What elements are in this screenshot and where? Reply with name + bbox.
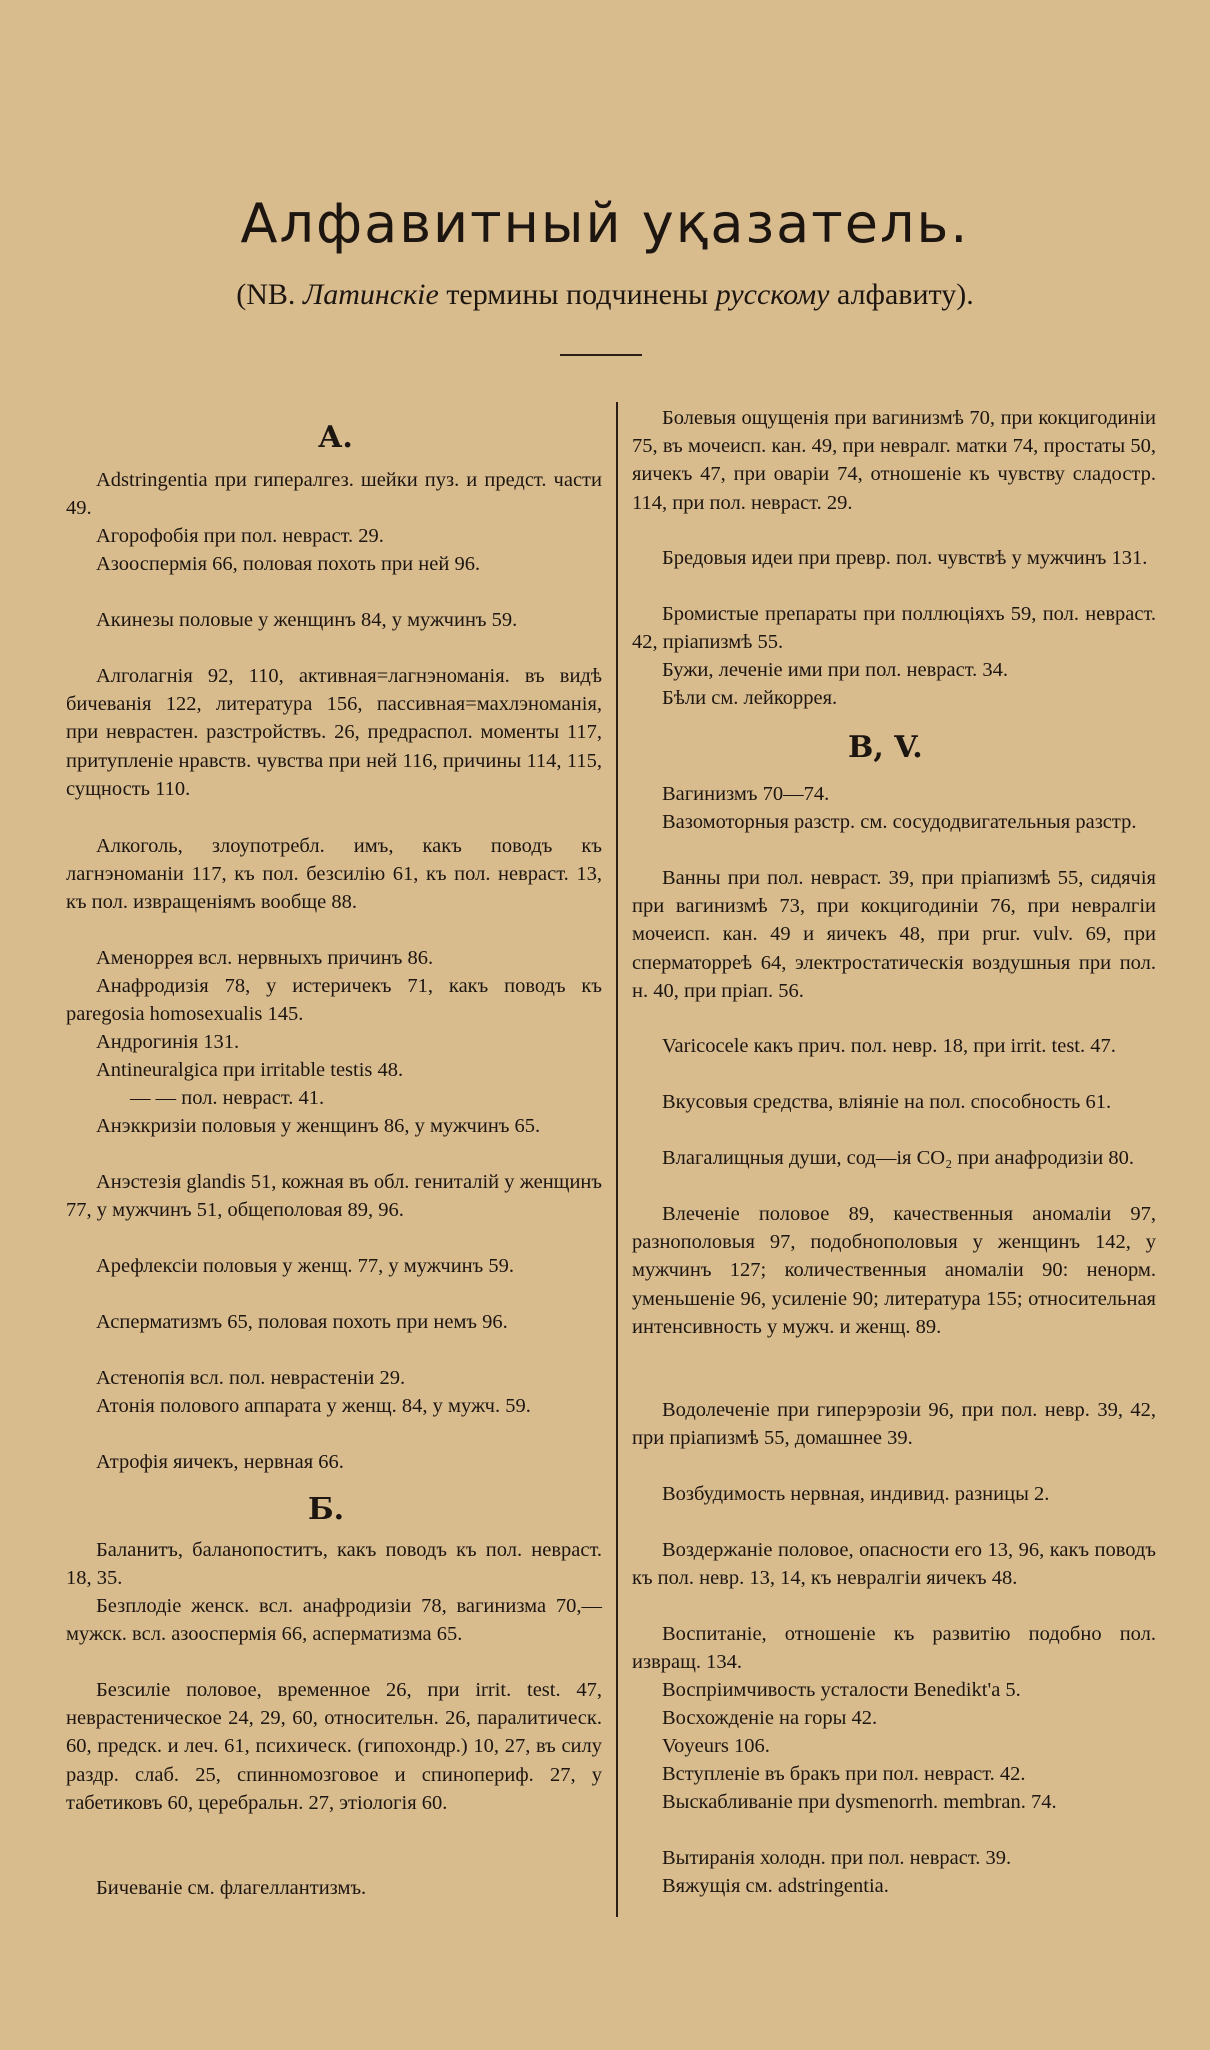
section-letter-v: В, V. [848,730,923,765]
index-entry: Бичеваніе см. флагеллантизмъ. [96,1877,367,1899]
section-letter-a: А. [318,420,353,455]
index-entry: Алкоголь, злоупотребл. имъ, какъ поводъ къ лагнэноманіи 117, къ пол. безсилію 61, къ пол. невраст. 13, къ пол. извращеніямъ вообще 88. [66,835,602,914]
index-entry: Вкусовыя средства, вліяніе на пол. способность 61. [662,1091,1112,1113]
subtitle-open: (NB. [236,278,296,311]
index-entry: Андрогинія 131. [96,1031,240,1053]
index-entry: Анэккризіи половыя у женщинъ 86, у мужчинъ 65. [96,1115,541,1137]
index-entry: Вытиранія холодн. при пол. неврaст. 39. [662,1847,1012,1869]
index-entry: Влагалищныя души, сод—ія CO₂ при анафродизіи 80. [662,1147,1134,1169]
index-entry: Вагинизмъ 70—74. [662,783,830,805]
index-entry: Асперматизмъ 65, половая похоть при немъ 96. [96,1311,508,1333]
index-entry: Восхожденіе на горы 42. [662,1707,878,1729]
index-entry: Болевыя ощущенія при вагинизмѣ 70, при кокцигодиніи 75, въ мочеисп. кан. 49, при невралг. матки 74, простаты 50, яичекъ 47, при оваріи 74, отношеніе къ чувству сладостр. 114, при пол. неврaст. 29. [632,407,1156,514]
index-entry: Бѣли см. лейкоррея. [662,687,838,709]
page-title: Алфавитный уқазатель. [240,192,970,255]
index-entry: Безсиліе половое, временное 26, при irrit. test. 47, неврастеническое 24, 29, 60, относительн. 26, паралитическ. 60, предск. и леч. 61, психическ. (гипохондр.) 10, 27, въ силу раздр. слаб. 25, спинномозговое и спинопериф. 27, у табетиковъ 60, церебральн. 27, этіологія 60. [66,1679,602,1814]
index-entry: Antineuralgica при irritable testis 48. [96,1059,404,1081]
index-entry: Астенопія всл. пол. неврастеніи 29. [96,1367,406,1389]
title-rule [560,354,642,356]
index-entry: Воспитаніе, отношеніе къ развитію подобно пол. извращ. 134. [632,1623,1156,1674]
index-entry: Возбудимость нервная, индивид. разницы 2. [662,1483,1050,1505]
index-entry: Ванны при пол. неврaст. 39, при пріапизмѣ 55, сидячія при вагинизмѣ 73, при кокцигодиніи 76, при невралгіи мочеисп. кан. 49 и яичекъ 48, при prur. vulv. 69, при сперматоррeѣ 64, электростатическія воздушныя при пол. н. 40, при пріап. 56. [632,867,1156,1002]
section-letter-b: Б. [308,1492,345,1527]
subtitle-russian: русскому [715,278,830,311]
index-entry: Анэстезія glandis 51, кожная въ обл. гениталій у женщинъ 77, у мужчинъ 51, общеполовая 89, 96. [66,1171,602,1222]
index-entry: Аменоррея всл. нервныхъ причинъ 86. [96,947,434,969]
index-entry: Adstringentia при гипералгез. шейки пуз. и предст. части 49. [66,469,602,520]
index-entry: Влеченіе половое 89, качественныя аномаліи 97, разнополовыя 97, подобнополовыя у женщинъ 142, у мужчинъ 127; количественныя аномаліи 90: ненорм. уменьшеніе 96, усиленіе 90; литература 155; относительная интенсивность у мужч. и женщ. 89. [632,1203,1156,1338]
index-entry: Атрофія яичекъ, нервная 66. [96,1451,344,1473]
index-entry: Алголагнія 92, 110, активная=лагнэноманія. въ видѣ бичеванія 122, литература 156, пассивная=махлэноманія, при неврастен. разстройствъ. 26, предраспол. моменты 117, притупленіе нравств. чувства при ней 116, причины 114, 115, сущность 110. [66,665,602,800]
index-entry: Varicocele какъ прич. пол. невр. 18, при irrit. test. 47. [662,1035,1116,1057]
column-divider [616,402,618,1917]
subtitle-mid: термины подчинены [446,278,709,311]
index-entry: Баланитъ, баланопоститъ, какъ поводъ къ пол. неврaст. 18, 35. [66,1539,602,1590]
index-entry: Безплодіе женск. всл. анафродизіи 78, вагинизма 70,—мужск. всл. азооспермія 66, асперматизма 65. [66,1595,602,1646]
index-entry: Водолеченіе при гиперэрозіи 96, при пол. невр. 39, 42, при пріапизмѣ 55, домашнее 39. [632,1399,1156,1450]
page-subtitle [0,278,1210,312]
index-entry: — — пол. невраст. 41. [130,1087,325,1109]
index-entry: Voyeurs 106. [662,1735,770,1757]
index-entry: Атонія полового аппарата у женщ. 84, у мужч. 59. [96,1395,531,1417]
index-entry: Анафродизія 78, у истеричекъ 71, какъ поводъ къ paregosia homosexualis 145. [66,975,602,1026]
subtitle-close: алфавиту). [836,278,974,311]
index-entry: Воспріимчивость усталости Benedikt'a 5. [662,1679,1021,1701]
subtitle-latin: Латинскіе [302,278,439,311]
index-entry: Агорофобія при пол. невраст. 29. [96,525,384,547]
index-entry: Азооспермія 66, половая похоть при ней 96. [96,553,481,575]
index-entry: Вяжущія см. adstringentia. [662,1875,889,1897]
index-entry: Бужи, леченіе ими при пол. неврaст. 34. [662,659,1009,681]
index-entry: Бромистые препараты при поллюціяхъ 59, пол. неврaст. 42, пріапизмѣ 55. [632,603,1156,654]
index-entry: Бредовыя идеи при превр. пол. чувствѣ у мужчинъ 131. [662,547,1148,569]
index-entry: Воздержаніе половое, опасности его 13, 96, какъ поводъ къ пол. невр. 13, 14, къ невралгіи яичекъ 48. [632,1539,1156,1590]
index-entry: Акинезы половые у женщинъ 84, у мужчинъ 59. [96,609,518,631]
index-entry: Выскабливаніе при dysmenorrh. membran. 74. [662,1791,1057,1813]
index-entry: Вазомоторныя разстр. см. сосудодвигательныя разстр. [662,811,1137,833]
index-entry: Арефлексіи половыя у женщ. 77, у мужчинъ 59. [96,1255,514,1277]
index-entry: Вступленіе въ бракъ при пол. неврaст. 42. [662,1763,1026,1785]
